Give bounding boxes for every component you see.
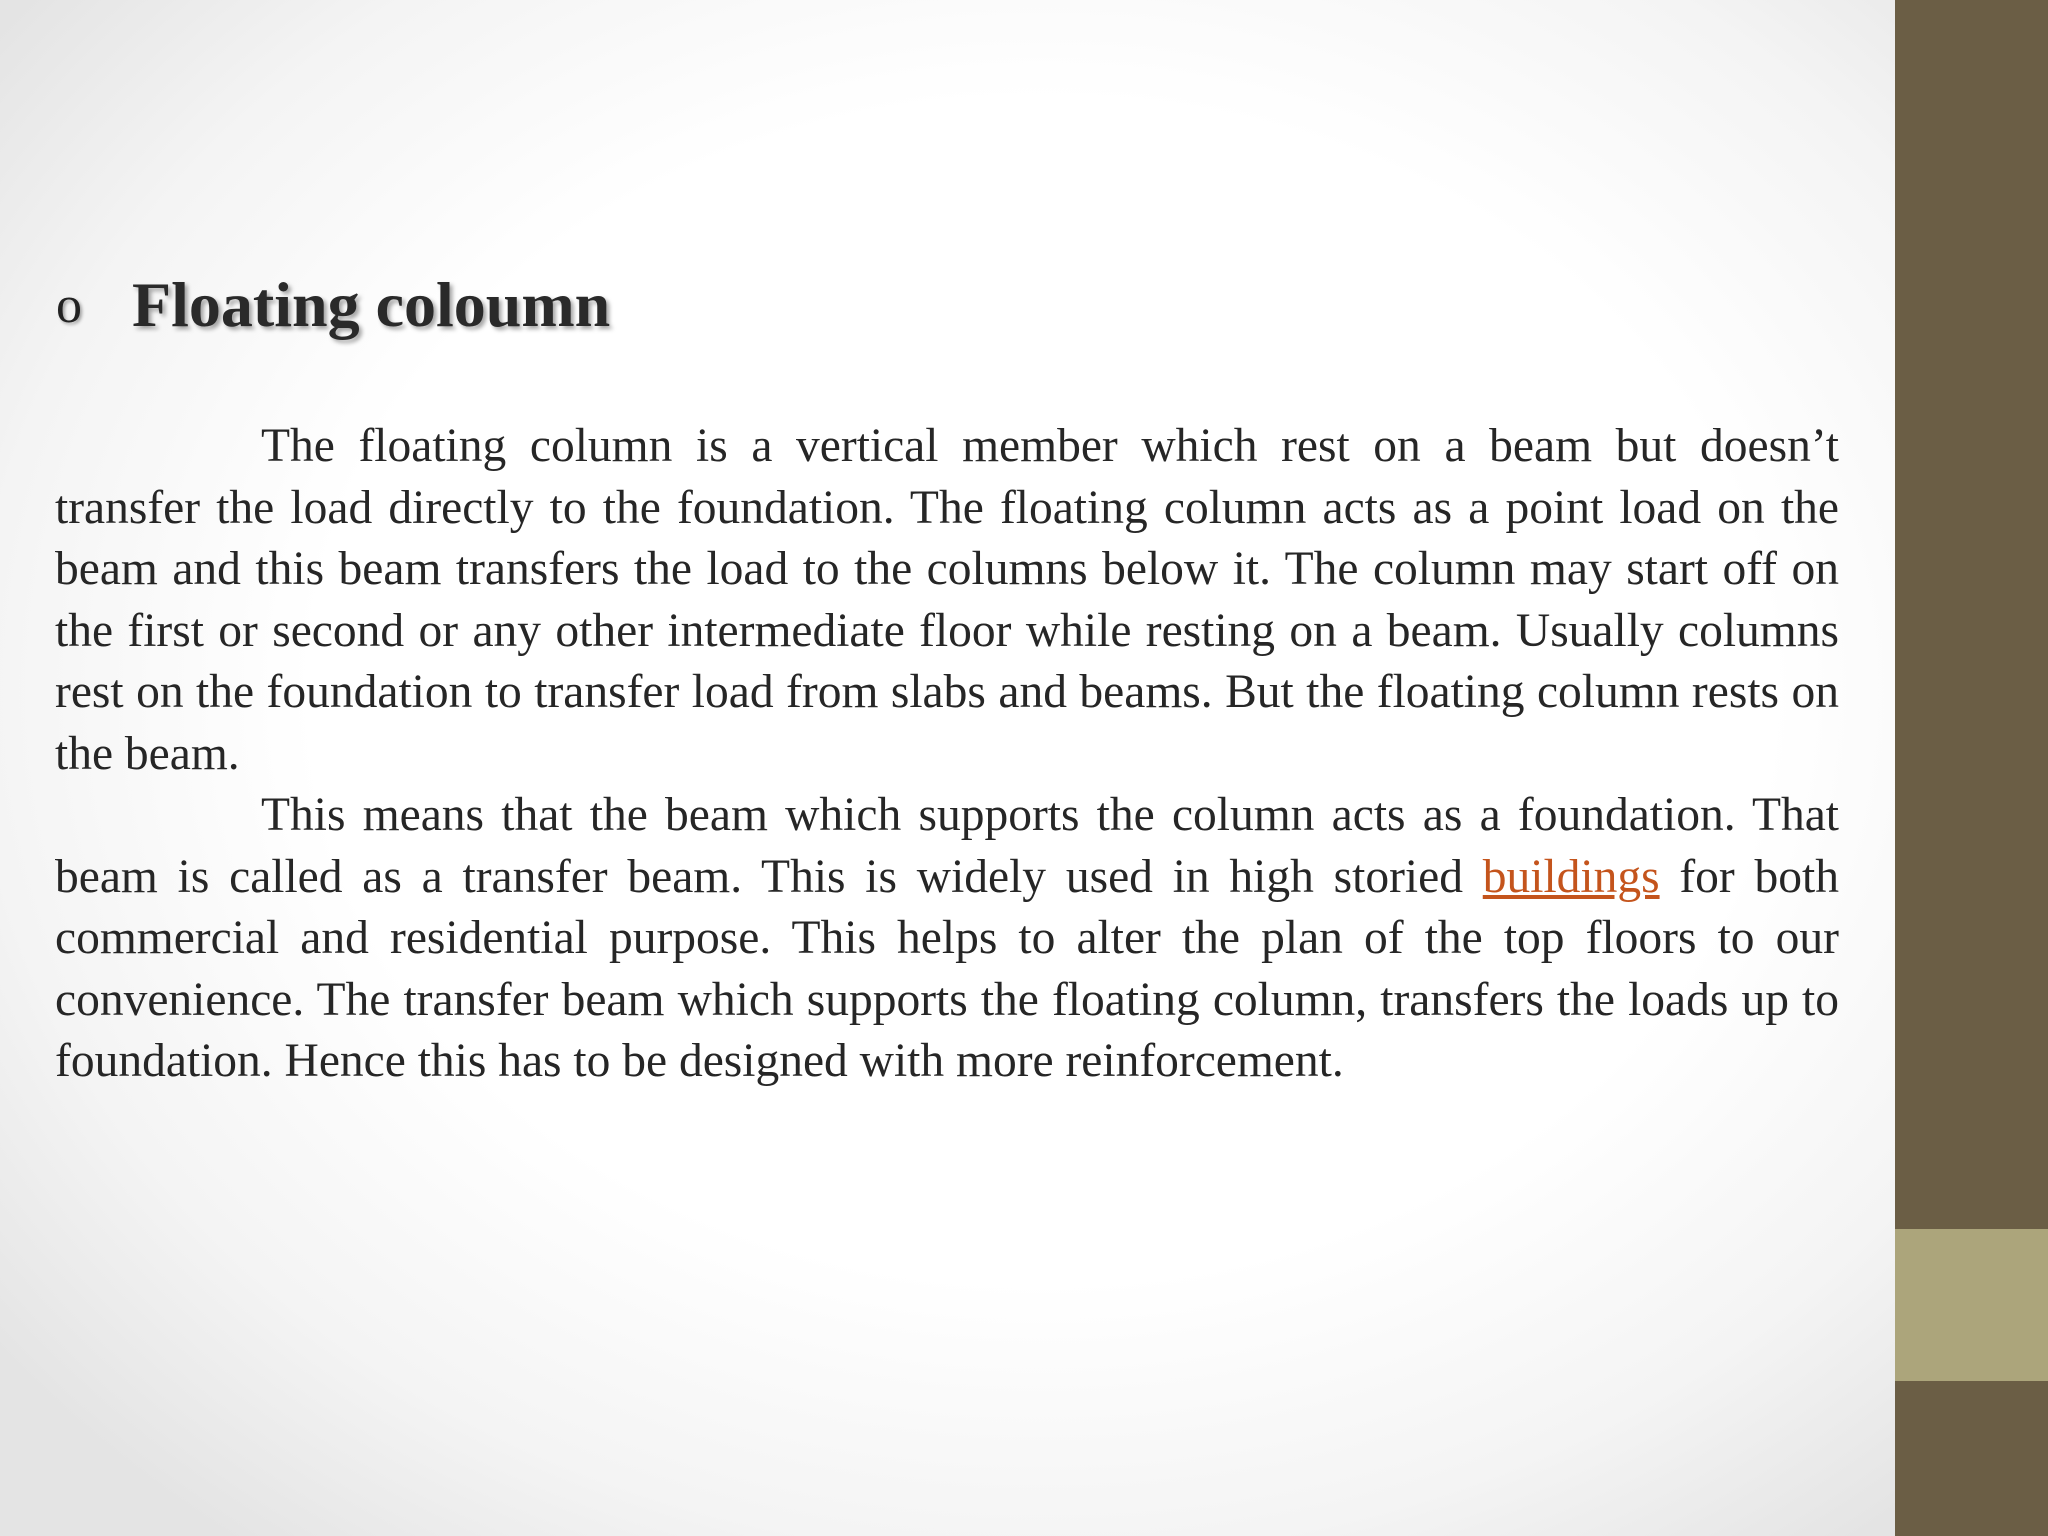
- paragraph-2-text-end: for both commercial and residential purpose. This helps to alter the plan of the top floors to our convenience. The transfer beam which supports the floating column, transfers the loads up to foundation. Hence this has to be designed with more reinforcement.: [55, 850, 1839, 1087]
- slide-title: Floating coloumn: [132, 269, 611, 340]
- paragraph-1: The floating column is a vertical member which rest on a beam but doesn’t transfer the load directly to the foundation. The floating column acts as a point load on the beam and this beam transfers the load to the columns below it. The column may start off on the first or second or any other intermediate floor while resting on a beam. Usually columns rest on the foundation to transfer load from slabs and beams. But the floating column rests on the beam.: [55, 420, 1839, 780]
- slide-heading: [56, 268, 610, 342]
- side-bar-accent-block: [1895, 1229, 2048, 1381]
- paragraph-2-text-start: This means that the beam which supports the column acts as a foundation. That beam is called as a transfer beam. This is widely used in high storied: [55, 789, 1839, 903]
- buildings-link[interactable]: buildings: [1482, 850, 1660, 903]
- paragraph-2: [55, 785, 1839, 1093]
- slide-body: [55, 416, 1839, 1093]
- bullet-circle-icon: o: [56, 276, 82, 334]
